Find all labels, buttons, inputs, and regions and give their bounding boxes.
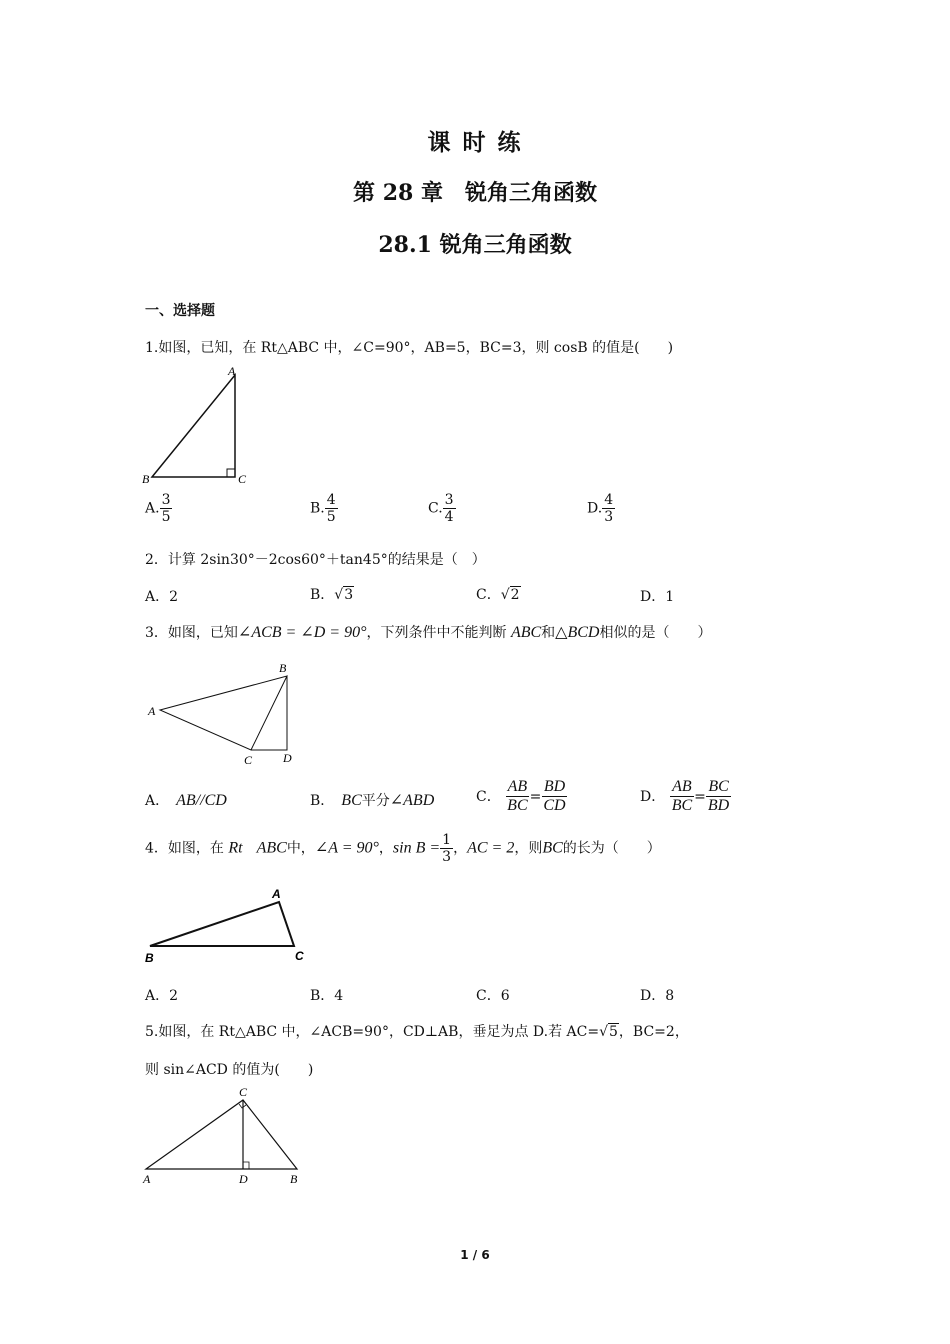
q3-option-d[interactable]: D． $\frac{AB}{BC}$ = $\frac{BC}{BD}$ bbox=[640, 778, 730, 815]
chapter-title: 第 28 章 锐角三角函数 bbox=[353, 180, 597, 206]
q4-figure bbox=[140, 884, 320, 966]
q3-option-b[interactable]: B． BC平分∠ABD bbox=[310, 792, 435, 809]
q1-option-a[interactable]: A. $\frac{3}{5}$ bbox=[145, 492, 171, 526]
q5-line1: 5.如图，在 Rt△ABC 中，∠ACB=90°，CD⊥AB，垂足为点 D.若 AC=√ 5 ，BC=2， bbox=[145, 1024, 689, 1040]
doc-title: 课 时 练 bbox=[427, 129, 523, 156]
q4-label-c: C bbox=[295, 949, 304, 963]
q3-option-c[interactable]: C． $\frac{AB}{BC}$ = $\frac{BD}{CD}$ bbox=[476, 778, 566, 815]
page-number: 1 / 6 bbox=[460, 1248, 490, 1262]
q5-label-b: B bbox=[290, 1172, 298, 1186]
q1-label-c: C bbox=[238, 472, 247, 486]
q3-figure bbox=[140, 658, 310, 770]
q2-option-d[interactable]: D．1 bbox=[640, 589, 675, 605]
q4-option-b[interactable]: B．4 bbox=[310, 988, 344, 1004]
q2-option-c[interactable]: C．√ 2 bbox=[476, 587, 520, 603]
q5-figure bbox=[138, 1084, 313, 1188]
q1-label-b: B bbox=[142, 472, 150, 486]
q1-label-a: A bbox=[228, 365, 236, 378]
q4-label-b: B bbox=[145, 951, 154, 965]
q1-option-d[interactable]: D. $\frac{4}{3}$ bbox=[587, 492, 614, 526]
q3-label-b: B bbox=[279, 661, 287, 675]
q3-label-d: D bbox=[283, 751, 292, 765]
q4-option-c[interactable]: C．6 bbox=[476, 988, 510, 1004]
q1-option-c[interactable]: C. $\frac{3}{4}$ bbox=[428, 492, 454, 526]
q4-text: 4．如图，在 Rt ABC中，∠A = 90°，sin B = $\frac{1}{3}$ ，AC = 2，则BC的长为（ ） bbox=[145, 832, 661, 866]
q1-figure bbox=[140, 365, 260, 487]
section-label: 一、选择题 bbox=[145, 303, 215, 319]
q5-label-c: C bbox=[239, 1085, 248, 1099]
q2-option-a[interactable]: A．2 bbox=[145, 589, 179, 605]
q4-option-a[interactable]: A．2 bbox=[145, 988, 179, 1004]
q5-label-d: D bbox=[239, 1172, 248, 1186]
q5-line2: 则 sin∠ACD 的值为( ) bbox=[145, 1062, 314, 1078]
q1-option-b[interactable]: B. $\frac{4}{5}$ bbox=[310, 492, 336, 526]
q3-label-a: A bbox=[148, 704, 156, 718]
q5-label-a: A bbox=[143, 1172, 151, 1186]
q3-text: 3．如图，已知∠ACB = ∠D = 90°，下列条件中不能判断 ABC和△BCD相似的是（ ） bbox=[145, 624, 712, 641]
q3-label-c: C bbox=[244, 753, 253, 767]
section-title: 28.1 锐角三角函数 bbox=[378, 232, 572, 258]
q2-text: 2．计算 2sin30°－2cos60°＋tan45°的结果是（ ） bbox=[145, 552, 486, 568]
q4-option-d[interactable]: D．8 bbox=[640, 988, 675, 1004]
q2-option-b[interactable]: B．√ 3 bbox=[310, 587, 354, 603]
q1-text: 1.如图，已知，在 Rt△ABC 中，∠C=90°，AB=5，BC=3，则 cosB 的值是( ) bbox=[145, 340, 674, 356]
q4-label-a: A bbox=[272, 887, 281, 901]
q3-option-a[interactable]: A． AB//CD bbox=[145, 792, 227, 809]
